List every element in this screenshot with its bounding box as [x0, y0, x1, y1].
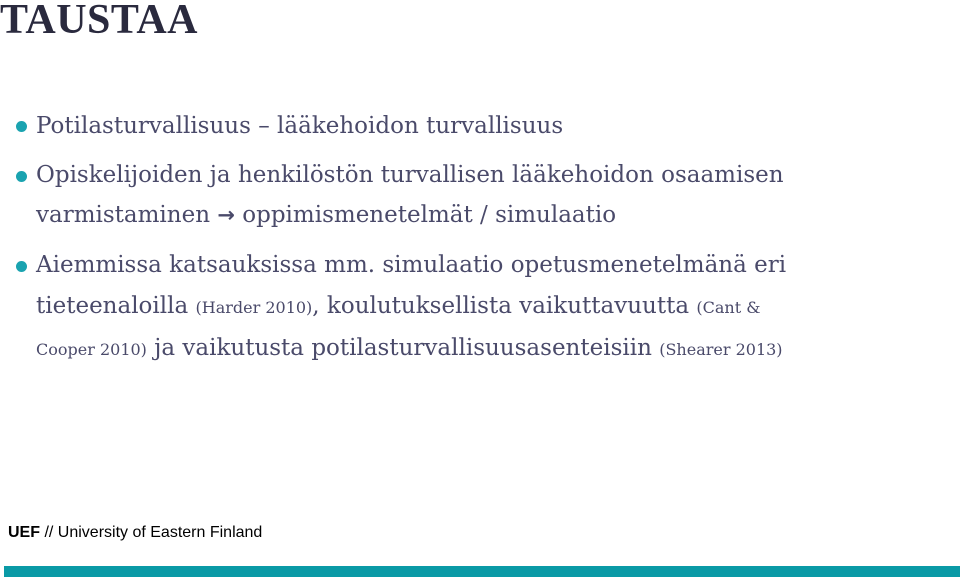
bottom-accent-bar	[4, 566, 960, 577]
bullet-text: Potilasturvallisuus – lääkehoidon turvallisuus	[36, 113, 564, 139]
bullet-text: Aiemmissa katsauksissa mm. simulaatio opetusmenetelmänä eri	[36, 252, 787, 278]
citation-cooper: Cooper 2010)	[36, 340, 147, 359]
bullet-text: oppimismenetelmät / simulaatio	[242, 202, 617, 228]
right-arrow-icon: →	[217, 203, 235, 227]
bullet-line	[36, 155, 951, 195]
bullet-dot-icon	[16, 171, 27, 182]
bullet-text: Opiskelijoiden ja henkilöstön turvallisen lääkehoidon osaamisen	[36, 162, 784, 188]
bullet-line	[36, 245, 951, 286]
bullet-line	[36, 328, 951, 370]
bullet-text: , koulutuksellista vaikuttavuutta	[312, 293, 697, 319]
bullet-dot-icon	[16, 121, 27, 132]
bullet-text: ja vaikutusta potilasturvallisuusasenteisiin	[146, 335, 660, 361]
bullet-item-patient-safety	[36, 105, 951, 147]
bullet-line	[36, 195, 951, 235]
footer-text: // University of Eastern Finland	[40, 524, 263, 541]
slide-title: TAUSTAA	[0, 0, 198, 43]
bullet-line	[36, 286, 951, 328]
bullet-text: varmistaminen	[36, 202, 218, 228]
bullet-dot-icon	[16, 261, 27, 272]
bullet-text: tieteenaloilla	[36, 293, 196, 319]
bullet-item-previous-reviews	[36, 245, 951, 370]
footer	[8, 524, 262, 542]
citation-cant: (Cant &	[696, 298, 761, 317]
citation-shearer: (Shearer 2013)	[659, 340, 783, 359]
citation-harder: (Harder 2010)	[195, 298, 313, 317]
bullet-line	[36, 105, 951, 147]
footer-brand: UEF	[8, 524, 40, 541]
bullet-item-competence	[36, 155, 951, 235]
